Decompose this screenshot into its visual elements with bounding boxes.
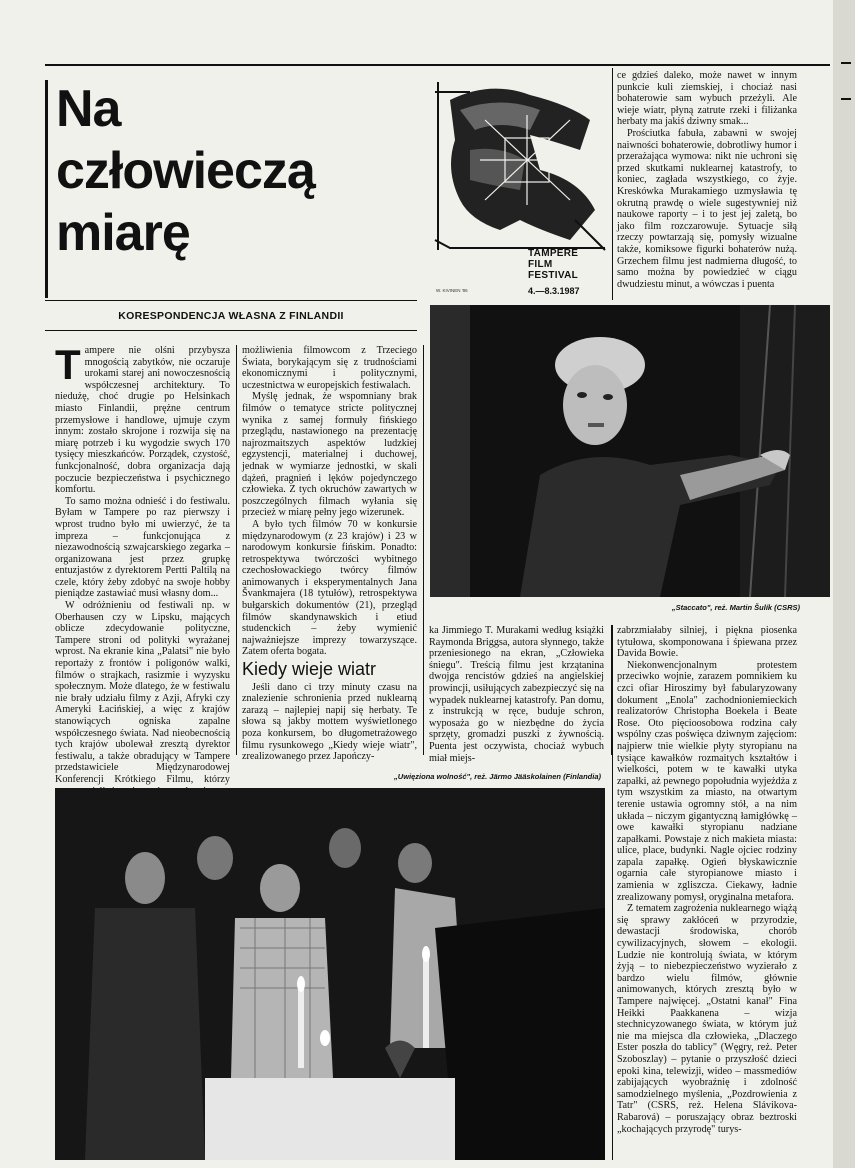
headline <box>56 78 315 264</box>
byline-rule-bottom <box>45 330 417 331</box>
column-divider <box>612 68 613 300</box>
top-rule <box>45 64 830 66</box>
article-column-1 <box>55 341 230 785</box>
article-column-5 <box>617 625 797 1160</box>
headline-line: Na <box>56 80 121 138</box>
section-subhead: Kiedy wieje wiatr <box>242 659 377 680</box>
paragraph: To samo można odnieść i do festiwalu. Byłam w Tampere po raz pierwszy i wprost trudno było mi uwierzyć, że ta impreza – funkcjonująca z niezawodnością szwajcarskiego zegarka – organizowana jest przez grupkę entuzjastów z dyrektorem Pertti Paltilą na czele, który żeby zdobyć na swoje hobby pieniądze zastawiać musi własny dom... <box>55 495 230 600</box>
poster-title-line: FILM <box>528 259 553 270</box>
paragraph: możliwienia filmowcom z Trzeciego Świata, borykającym się z trudnościami ekonomicznymi i politycznymi, uczestnictwa w europejskich festiwalach. <box>242 345 417 391</box>
column-divider <box>236 345 237 755</box>
paragraph: ka Jimmiego T. Murakami według książki Raymonda Briggsa, autora słynnego, także przeniesionego na ekran, „Człowieka śniegu". Treścią filmu jest krzątanina dwojga rencistów gdzieś na angielskiej prowincji, usiłujących zabezpieczyć się na wypadek nuklearnej katastrofy. Pan domu, z instrukcją w ręce, buduje schron, wyposaża go w niezbędne do życia sprzęty, gromadzi puszki z żywnością. Puenta jest oczywista, chociaż wybuch miał miejs- <box>429 625 604 764</box>
paragraph: W odróżnieniu od festiwali np. w Oberhausen czy w Lipsku, mających oblicze zdecydowanie polityczne, Tampere stroni od polityki wyrażanej wprost. Na ekranie kina „Palatsi" nie było reportaży z frontów i poligonów walki, filmów o strajkach, rasizmie i wyzysku społecznym. Może dlatego, że w festiwalu nie brały udziału filmy z Azji, Afryki czy Ameryki Łacińskiej, a więc z krajów stanowiących ogniska zapalne współczesnego świata. Nad nieobecnością tych krajów ubolewał zresztą dyrektor festiwalu, a także obradujący w Tampere przedstawiciele Międzynarodowej Konferencji Krótkiego Filmu, którzy <box>55 600 230 785</box>
column-divider <box>612 625 613 1160</box>
festival-poster <box>430 80 608 298</box>
edge-mark <box>841 98 851 100</box>
poster-title-line: TAMPERE <box>528 248 579 259</box>
poster-title <box>528 248 578 281</box>
paragraph: Jeśli dano ci trzy minuty czasu na znalezienie schronienia przed nuklearną zarazą – najlepiej napij się herbaty. Te słowa są jakby mottem wyświetlonego poza konkursem, bo długometrażowego filmu rysunkowego „Kiedy wieje wiatr", zrealizowanego przez Japończy- <box>242 681 417 763</box>
uwieziona-wolnosc-photo <box>55 788 605 1160</box>
paragraph: Myślę jednak, że wspomniany brak filmów o tematyce stricte politycznej wynika z samej formuły fińskiego przeglądu, nastawionego na prezentację najrozmaitszych aspektów ludzkiej egzystencji, materialnej i duchowej, jednak w wymiarze jednostki, w skali dążeń, pragnień i lęków pojedynczego człowieka. Z tych okruchów zawartych w poszczególnych filmach wyłania się przecież w miarę pełny jego wizerunek. <box>242 391 417 519</box>
paragraph: Z tematem zagrożenia nuklearnego wiążą się sprawy zakłóceń w przyrodzie, dewastacji środowiska, chorób cywilizacyjnych, słowem – ekologii. Ludzie nie kontrolują świata, w którym żyją – to niebezpieczeństwo wyzierało z bardzo wielu filmów, głównie animowanych, których zresztą było w Tampere najwięcej. „Ostatni kanał" Fina Heikki Paakkanena – wizja stechnicyzowanego świata, w którym już nie ma miejsca dla człowieka, „Dlaczego Ester poszła do tablicy" (Węgry, reż. Peter Szoboszlay) – pytanie o przyszłość dzieci epoki kina, telewizji, wideo – massmediów zabijających wyobraźnię i zdolność samodzielnego myślenia, „Pozdrowienia z Tatr" (CSRS, reż. Helena Slávikova-Rabarová) – poruszający obraz beztroski „kochających przyrodę" turys- <box>617 903 797 1135</box>
hand-illustration <box>430 80 608 298</box>
paragraph: zabrzmiałaby silniej, i piękna piosenka tytułowa, skomponowana i śpiewana przez Davida Bowie. <box>617 625 797 660</box>
edge-mark <box>841 62 851 64</box>
paragraph: A było tych filmów 70 w konkursie międzynarodowym (z 23 krajów) i 23 w narodowym konkursie fińskim. Ponadto: retrospektywa twórczości wybitnego czechosłowackiego twórcy filmów animowanych i eksperymentalnych Jana Švankmajera (18 tytułów), retrospektywa bułgarskich dokumentów (21), przegląd filmów skandynawskich i etiud studenckich – żeby wymienić najważniejsze imprezy towarzyszące. Zatem oferta bogata. <box>242 518 417 658</box>
headline-line: człowieczą <box>56 142 315 200</box>
byline-rule-top <box>45 300 417 301</box>
article-column-2 <box>242 345 417 763</box>
paragraph: Prościutka fabuła, zabawni w swojej naiwności bohaterowie, dobrotliwy humor i przerażająca wymowa: nikt nie uchroni się przed skutkami nuklearnej katastrofy, to koniec, zagłada wszystkiego, co żyje. Kreskówka Murakamiego uzmysławia tę okrutną prawdę o wiele sugestywniej niż naukowe raporty – i to jest jej zaletą, bo jako film rozczarowuje. Sytuacje siłą rzeczy powtarzają się, pomysły wizualne także, komiksowe figurki bohaterów nużą. Grzechem filmu jest nadmierna długość, to samo można by powiedzieć w ciągu dwudziestu minut, a wówczas i puenta <box>617 127 797 290</box>
poster-credit: W. KIVINEN '86 <box>436 288 468 293</box>
paragraph: Niekonwencjonalnym protestem przeciwko wojnie, zarazem pomnikiem ku czci ofiar Hiroszimy był fabularyzowany dokument „Enola" zachodnioniemieckich realizatorów Christopha Boekela i Beate Rose. Oto pięcioosobowa rodzina cały wspólny czas poświęca dziwnym zajęciom: najpierw tnie wielkie płyty styropianu na tysiące kawałków rozmaitych kształtów i wielkości, potem w te kawałki utyka zapałki, aż pewnego popołudnia wyjeżdża z tym wszystkim za miasto, na otwartym terenie ustawia ogromny stół, a na nim układa – niczym gigantyczną łamigłówkę – owe kawałki styropianu nadziane zapałkami. Powstaje z nich makieta miasta: ulice, place, budynki. Nagle ojciec rodziny zapala zapałkę. Ogień błyskawicznie ogarnia całe styropianowe miasto i zamienia w zgliszcza. Ciekawy, ładnie zrealizowany pomysł, oryginalna metafora. <box>617 659 797 903</box>
photo-caption: „Uwięziona wolność", reż. Järmo Jääskolainen (Finlandia) <box>394 772 601 781</box>
paragraph: Tampere nie olśni przybysza mnogością zabytków, nie oczaruje urokami starej ani nowoczesnością współczesnej architektury. To niedużę, choć drugie po Helsinkach miasto Finlandii, prężne centrum przemysłowe i handlowe, ujmuje czym innym: zostało skrojone i rozwija się na miarę potrzeb i ku wygodzie swych 170 tysięcy mieszkańców. Porządek, czystość, funkcjonalność, dobra organizacja dają poczucie bezpieczeństwa i psychicznego komfortu. <box>55 341 230 496</box>
article-column-4 <box>617 70 797 300</box>
article-column-3 <box>429 625 604 764</box>
column-divider <box>423 345 424 755</box>
poster-title-line: FESTIVAL <box>528 270 578 281</box>
photo-caption: „Staccato", reż. Martin Šulík (CSRS) <box>671 603 800 612</box>
paragraph: ce gdzieś daleko, może nawet w innym punkcie kuli ziemskiej, i chociaż nasi bohaterowie sam wybuch przeżyli. Ale wieje wiatr, płyną zatrute rzeki i filiżanka herbaty ma jakiś dziwny smak... <box>617 70 797 128</box>
drop-cap: T <box>55 341 81 388</box>
headline-box <box>45 80 420 298</box>
byline: KORESPONDENCJA WŁASNA Z FINLANDII <box>118 310 344 322</box>
poster-dates: 4.—8.3.1987 <box>528 286 580 296</box>
page-edge <box>833 0 855 1168</box>
staccato-photo <box>430 305 830 597</box>
headline-line: miarę <box>56 204 190 262</box>
